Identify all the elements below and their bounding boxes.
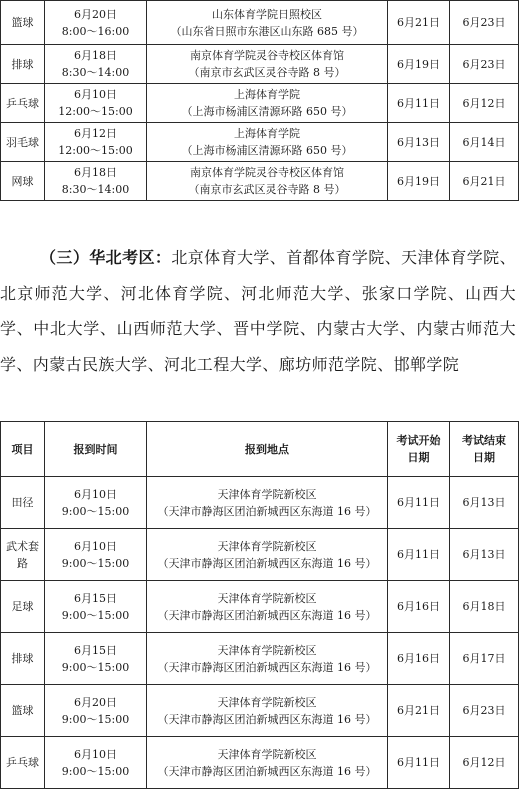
location-address: （上海市杨浦区清源环路 650 号） (181, 105, 353, 118)
location-address: （天津市静海区团泊新城西区东海道 16 号） (157, 608, 377, 622)
project-cell: 田径 (1, 477, 45, 529)
location-address: （上海市杨浦区清源环路 650 号） (181, 144, 353, 157)
exam-end-cell: 6月23日 (450, 45, 519, 84)
region-universities: 北京体育大学、首都体育学院、天津体育学院、北京师范大学、河北体育学院、河北师范大学、张家口学院、山西大学、中北大学、山西师范大学、晋中学院、内蒙古大学、内蒙古师范大学、内蒙古民族大学、河北工程大学、廊坊师范学院、邯郸学院 (0, 248, 516, 374)
exam-start-cell: 6月11日 (388, 737, 450, 789)
checkin-time-cell (45, 529, 147, 581)
table-row (1, 123, 519, 162)
table-row (1, 633, 519, 685)
table-row (1, 685, 519, 737)
location-address: （天津市静海区团泊新城西区东海道 16 号） (157, 660, 377, 674)
table-row (1, 162, 519, 201)
checkin-location-cell (147, 581, 388, 633)
checkin-date: 6月10日 (74, 747, 117, 761)
table-row (1, 737, 519, 789)
exam-start-cell: 6月21日 (388, 685, 450, 737)
checkin-time-cell (45, 123, 147, 162)
exam-end-cell: 6月23日 (450, 685, 519, 737)
checkin-date: 6月10日 (74, 88, 117, 101)
location-address: （天津市静海区团泊新城西区东海道 16 号） (157, 712, 377, 726)
exam-end-cell: 6月17日 (450, 633, 519, 685)
location-name: 南京体育学院灵谷寺校区体育馆 (190, 49, 344, 62)
location-address: （南京市玄武区灵谷寺路 8 号） (188, 183, 346, 196)
exam-schedule-table-top (0, 0, 519, 201)
table-row (1, 1, 519, 45)
exam-start-cell: 6月13日 (388, 123, 450, 162)
checkin-time-cell (45, 685, 147, 737)
exam-start-cell: 6月16日 (388, 633, 450, 685)
checkin-time-cell (45, 84, 147, 123)
checkin-location-cell (147, 123, 388, 162)
checkin-hours: 12:00～15:00 (58, 105, 133, 118)
header-exam-end (450, 422, 519, 477)
table-header-row (1, 422, 519, 477)
checkin-hours: 8:30～14:00 (61, 183, 130, 196)
location-name: 天津体育学院新校区 (217, 643, 317, 657)
header-exam-start-line1: 考试开始 (396, 434, 441, 447)
exam-end-cell: 6月23日 (450, 1, 519, 45)
exam-end-cell: 6月13日 (450, 477, 519, 529)
project-cell: 乒乓球 (1, 84, 45, 123)
location-address: （天津市静海区团泊新城西区东海道 16 号） (157, 764, 377, 778)
checkin-location-cell (147, 45, 388, 84)
checkin-location-cell (147, 477, 388, 529)
checkin-date: 6月12日 (74, 127, 117, 140)
checkin-date: 6月20日 (74, 695, 117, 709)
exam-end-cell: 6月13日 (450, 529, 519, 581)
region-heading: （三）华北考区： (40, 248, 172, 267)
header-checkin-time: 报到时间 (45, 422, 147, 477)
exam-start-cell: 6月19日 (388, 45, 450, 84)
checkin-hours: 9:00～15:00 (61, 712, 130, 726)
table-row (1, 84, 519, 123)
region-paragraph (0, 240, 516, 382)
project-cell: 篮球 (1, 1, 45, 45)
table-top-body (1, 1, 519, 201)
exam-start-cell: 6月11日 (388, 477, 450, 529)
checkin-hours: 8:00～16:00 (61, 24, 130, 38)
checkin-location-cell (147, 633, 388, 685)
header-exam-start (388, 422, 450, 477)
table-row (1, 45, 519, 84)
checkin-time-cell (45, 633, 147, 685)
exam-start-cell: 6月21日 (388, 1, 450, 45)
table-row (1, 477, 519, 529)
checkin-date: 6月20日 (74, 7, 117, 21)
checkin-location-cell (147, 162, 388, 201)
checkin-hours: 9:00～15:00 (61, 504, 130, 518)
checkin-location-cell (147, 1, 388, 45)
checkin-location-cell (147, 685, 388, 737)
exam-end-cell: 6月12日 (450, 84, 519, 123)
checkin-time-cell (45, 581, 147, 633)
location-address: （天津市静海区团泊新城西区东海道 16 号） (157, 556, 377, 570)
checkin-location-cell (147, 737, 388, 789)
checkin-hours: 8:30～14:00 (61, 66, 130, 79)
exam-start-cell: 6月11日 (388, 84, 450, 123)
exam-end-cell: 6月18日 (450, 581, 519, 633)
exam-end-cell: 6月14日 (450, 123, 519, 162)
checkin-date: 6月15日 (74, 643, 117, 657)
table-bottom-body (1, 422, 519, 789)
checkin-time-cell (45, 737, 147, 789)
checkin-date: 6月10日 (74, 539, 117, 553)
header-exam-start-line2: 日期 (407, 451, 430, 464)
location-name: 天津体育学院新校区 (217, 591, 317, 605)
checkin-time-cell (45, 477, 147, 529)
checkin-hours: 9:00～15:00 (61, 764, 130, 778)
project-cell: 乒乓球 (1, 737, 45, 789)
project-cell: 排球 (1, 45, 45, 84)
header-exam-end-line1: 考试结束 (462, 434, 506, 447)
location-name: 上海体育学院 (234, 88, 300, 101)
checkin-hours: 9:00～15:00 (61, 608, 130, 622)
checkin-time-cell (45, 45, 147, 84)
exam-start-cell: 6月11日 (388, 529, 450, 581)
table-row (1, 581, 519, 633)
checkin-time-cell (45, 1, 147, 45)
project-cell: 羽毛球 (1, 123, 45, 162)
location-name: 天津体育学院新校区 (217, 539, 317, 553)
location-name: 天津体育学院新校区 (217, 487, 317, 501)
project-cell: 篮球 (1, 685, 45, 737)
location-name: 天津体育学院新校区 (217, 747, 317, 761)
table-row (1, 529, 519, 581)
checkin-date: 6月10日 (74, 487, 117, 501)
checkin-location-cell (147, 84, 388, 123)
checkin-date: 6月18日 (74, 166, 117, 179)
checkin-hours: 9:00～15:00 (61, 660, 130, 674)
project-cell: 网球 (1, 162, 45, 201)
project-cell: 足球 (1, 581, 45, 633)
checkin-hours: 9:00～15:00 (61, 556, 130, 570)
header-checkin-location: 报到地点 (147, 422, 388, 477)
header-exam-end-line2: 日期 (473, 451, 495, 464)
exam-start-cell: 6月19日 (388, 162, 450, 201)
exam-end-cell: 6月21日 (450, 162, 519, 201)
location-name: 南京体育学院灵谷寺校区体育馆 (190, 166, 344, 179)
exam-schedule-table-north-china (0, 421, 519, 789)
checkin-date: 6月18日 (74, 49, 117, 62)
checkin-date: 6月15日 (74, 591, 117, 605)
exam-end-cell: 6月12日 (450, 737, 519, 789)
project-cell: 武术套路 (1, 529, 45, 581)
exam-start-cell: 6月16日 (388, 581, 450, 633)
header-project: 项目 (1, 422, 45, 477)
checkin-hours: 12:00～15:00 (58, 144, 133, 157)
location-name: 上海体育学院 (234, 127, 300, 140)
project-cell: 排球 (1, 633, 45, 685)
checkin-time-cell (45, 162, 147, 201)
location-name: 山东体育学院日照校区 (212, 7, 322, 21)
location-address: （天津市静海区团泊新城西区东海道 16 号） (157, 504, 377, 518)
location-name: 天津体育学院新校区 (217, 695, 317, 709)
location-address: （南京市玄武区灵谷寺路 8 号） (188, 66, 346, 79)
location-address: （山东省日照市东港区山东路 685 号） (170, 24, 364, 38)
checkin-location-cell (147, 529, 388, 581)
